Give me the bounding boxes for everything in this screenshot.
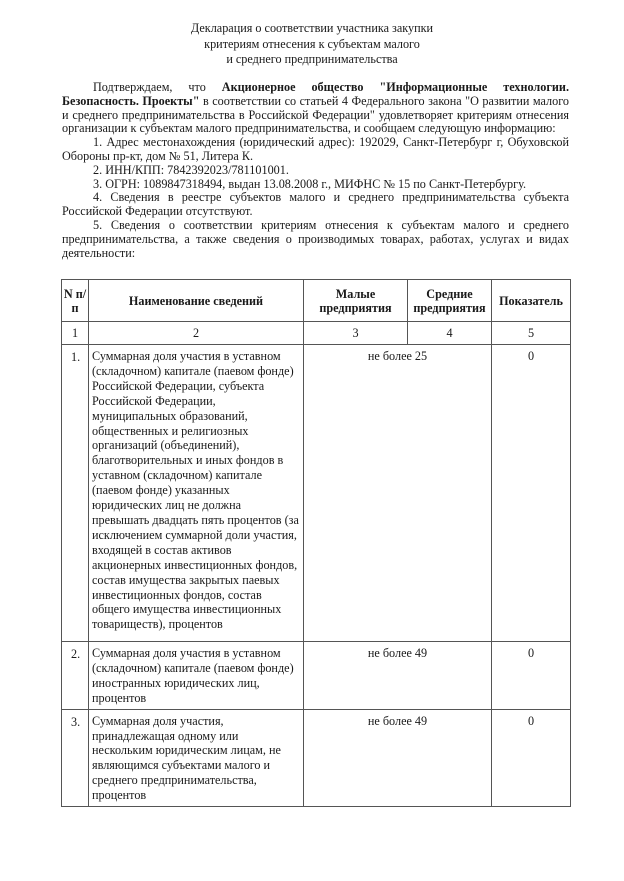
column-number-row [62,322,571,345]
intro-rest: в соответствии со статьей 4 Федерального закона "О развитии малого и среднего предпринимательства в Российской Федерации" удовлетворяет критериям отнесения организации к субъектам малого предпринимательства, и сообщаем следующую информацию: [62,93,569,136]
title-line-3: и среднего предпринимательства [226,52,398,66]
declaration-body [62,81,569,260]
table-header-row [62,280,571,322]
column-number: 5 [492,322,571,345]
title-line-2: критериям отнесения к субъектам малого [204,36,420,51]
item-address: 1. Адрес местонахождения (юридический адрес): 192029, Санкт-Петербург г, Обуховской Обороны пр-кт, дом № 51, Литера К. [62,135,569,163]
table-row [62,709,571,806]
company-name: Акционерное общество "Информационные технологии. Безопасность. Проекты" [62,80,569,108]
row-description: Суммарная доля участия в уставном (складочном) капитале (паевом фонде) иностранных юридических лиц, процентов [89,642,304,710]
row-value: 0 [492,709,571,806]
column-number: 2 [89,322,304,345]
header-name: Наименование сведений [89,280,304,322]
row-value: 0 [492,642,571,710]
header-indicator: Показатель [492,280,571,322]
criteria-table [61,279,571,807]
row-number: 1. [62,345,89,642]
row-limit: не более 25 [304,345,492,642]
header-small: Малые предприятия [304,280,408,322]
row-limit: не более 49 [304,709,492,806]
intro-paragraph [62,81,569,136]
column-number: 1 [62,322,89,345]
item-criteria: 5. Сведения о соответствии критериям отнесения к субъектам малого и среднего предпринимательства, а также сведения о производимых товарах, работах, услугах и видах деятельности: [62,217,569,260]
document-title [0,21,624,68]
item-inn-kpp: 2. ИНН/КПП: 7842392023/781101001. [93,162,289,177]
table-row [62,345,571,642]
column-number: 3 [304,322,408,345]
header-medium: Средние предприятия [408,280,492,322]
row-description: Суммарная доля участия в уставном (складочном) капитале (паевом фонде) Российской Федерации, субъекта Российской Федерации, муниципальных образований, общественных и религиозных организаций (объединений), благотворительных и иных фондов в уставном (складочном) капитале (паевом фонде) указанных юридических лиц не должна превышать двадцать пять процентов (за исключением суммарной доли участия, входящей в состав активов акционерных инвестиционных фондов, состав имущества закрытых паевых инвестиционных фондов, состав общего имущества инвестиционных товариществ), процентов [89,345,304,642]
row-limit: не более 49 [304,642,492,710]
table-row [62,642,571,710]
intro-lead: Подтверждаем, что [93,80,222,94]
item-registry: 4. Сведения в реестре субъектов малого и среднего предпринимательства субъекта Российской Федерации отсутствуют. [62,190,569,219]
column-number: 4 [408,322,492,345]
row-number: 2. [62,642,89,710]
title-line-1: Декларация о соответствии участника закупки [190,21,434,35]
item-ogrn: 3. ОГРН: 1089847318494, выдан 13.08.2008 г., МИФНС № 15 по Санкт-Петербургу. [93,176,527,191]
row-value: 0 [492,345,571,642]
row-description: Суммарная доля участия, принадлежащая одному или нескольким юридическим лицам, не являющимся субъектами малого и среднего предпринимательства, процентов [89,709,304,806]
header-number: N п/п [62,280,89,322]
row-number: 3. [62,709,89,806]
